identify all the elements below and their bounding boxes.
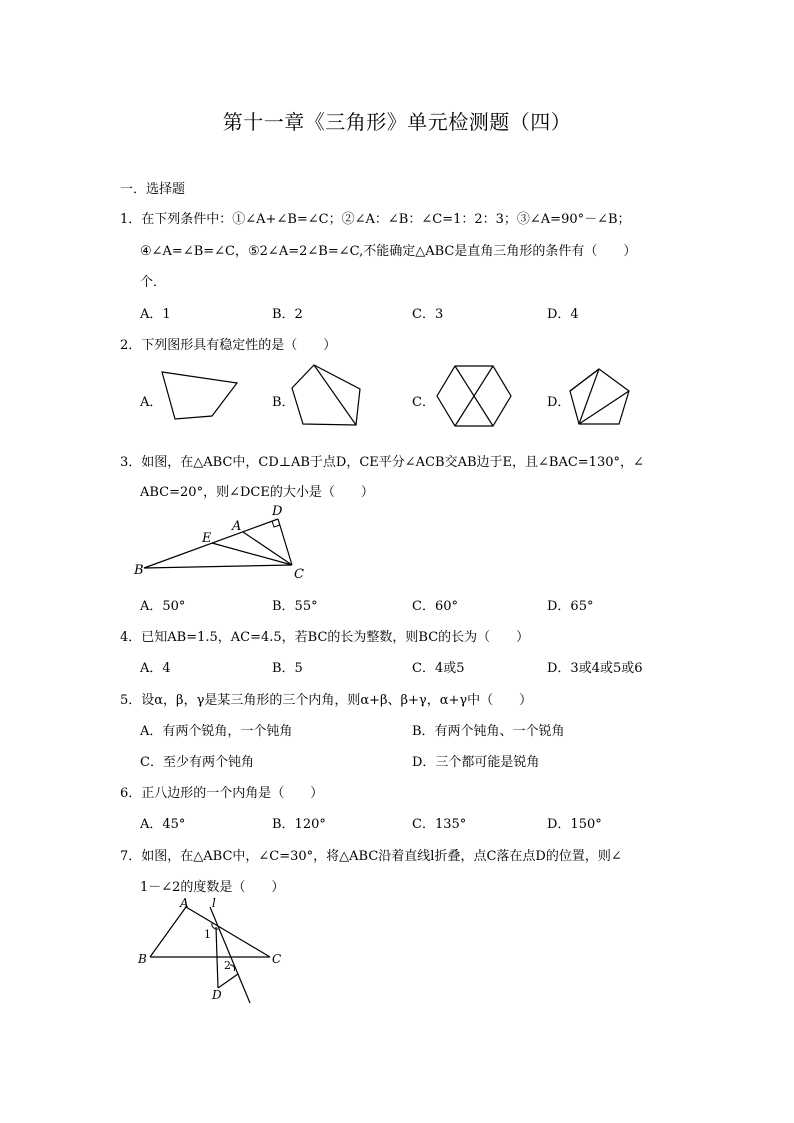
q4-option-c: C．4或5 bbox=[412, 661, 465, 676]
q5-option-b: B．有两个钝角、一个锐角 bbox=[412, 724, 565, 739]
q3-option-a: A．50° bbox=[140, 599, 186, 614]
label-b: B bbox=[134, 563, 144, 578]
angle-1-label: 1 bbox=[204, 928, 211, 941]
q3-option-c: C．60° bbox=[412, 599, 458, 614]
q6-option-b: B．120° bbox=[272, 817, 326, 832]
angle-2-label: 2 bbox=[224, 959, 231, 972]
triangle-fold-figure-q7 bbox=[130, 895, 290, 1005]
q5-option-a: A．有两个锐角，一个钝角 bbox=[140, 724, 293, 739]
q2-option-b: B． bbox=[272, 395, 295, 410]
q3-option-d: D．65° bbox=[547, 599, 594, 614]
q2-line1: 2．下列图形具有稳定性的是（ ） bbox=[120, 338, 337, 353]
label-l: l bbox=[212, 896, 216, 910]
label-c: C bbox=[272, 952, 282, 966]
label-a: A bbox=[232, 519, 242, 534]
q6-option-d: D．150° bbox=[547, 817, 602, 832]
q4-line1: 4．已知AB=1.5，AC=4.5，若BC的长为整数，则BC的长为（ ） bbox=[120, 630, 530, 645]
q3-line2: ABC=20°，则∠DCE的大小是（ ） bbox=[140, 485, 374, 500]
q4-option-a: A．4 bbox=[140, 661, 171, 676]
q1-line3: 个． bbox=[140, 275, 167, 290]
triangle-abc-figure-q3 bbox=[132, 502, 312, 582]
q3-option-b: B．55° bbox=[272, 599, 318, 614]
quadrilateral-figure bbox=[160, 368, 240, 420]
q1-line2: ④∠A=∠B=∠C，⑤2∠A=2∠B=∠C,不能确定△ABC是直角三角形的条件有（ ） bbox=[140, 244, 637, 259]
q2-option-d: D． bbox=[547, 395, 571, 410]
q1-line1: 1．在下列条件中：①∠A+∠B=∠C；②∠A：∠B：∠C=1：2：3；③∠A=90°－∠B； bbox=[120, 212, 631, 227]
q2-option-a: A． bbox=[140, 395, 163, 410]
q1-option-a: A．1 bbox=[140, 307, 171, 322]
q7-line2: 1－∠2的度数是（ ） bbox=[140, 880, 285, 895]
pentagon-two-diagonals-figure bbox=[568, 367, 632, 427]
q2-option-c: C． bbox=[412, 395, 435, 410]
q5-option-c: C．至少有两个钝角 bbox=[140, 755, 254, 770]
page-title: 第十一章《三角形》单元检测题（四） bbox=[222, 110, 572, 134]
label-d: D bbox=[272, 504, 283, 519]
label-e: E bbox=[202, 531, 212, 546]
q4-option-d: D．3或4或5或6 bbox=[547, 661, 643, 676]
q7-line1: 7．如图，在△ABC中，∠C=30°，将△ABC沿着直线l折叠，点C落在点D的位置，则∠ bbox=[120, 849, 622, 864]
q4-option-b: B．5 bbox=[272, 661, 303, 676]
label-b: B bbox=[138, 952, 147, 966]
q5-line1: 5．设α，β，γ是某三角形的三个内角，则α+β、β+γ，α+γ中（ ） bbox=[120, 693, 533, 708]
q1-option-c: C．3 bbox=[412, 307, 444, 322]
q3-line1: 3．如图，在△ABC中，CD⊥AB于点D，CE平分∠ACB交AB边于E，且∠BAC=130°，∠ bbox=[120, 455, 644, 470]
label-d: D bbox=[212, 988, 222, 1002]
q6-option-a: A．45° bbox=[140, 817, 186, 832]
label-c: C bbox=[294, 567, 304, 582]
hexagon-cross-figure bbox=[435, 364, 515, 430]
section-heading: 一．选择题 bbox=[120, 182, 186, 197]
q6-option-c: C．135° bbox=[412, 817, 467, 832]
q6-line1: 6．正八边形的一个内角是（ ） bbox=[120, 786, 324, 801]
pentagon-one-diagonal-figure bbox=[290, 363, 370, 429]
q1-option-d: D．4 bbox=[547, 307, 579, 322]
label-a: A bbox=[180, 896, 189, 910]
q1-option-b: B．2 bbox=[272, 307, 303, 322]
q5-option-d: D．三个都可能是锐角 bbox=[412, 755, 540, 770]
